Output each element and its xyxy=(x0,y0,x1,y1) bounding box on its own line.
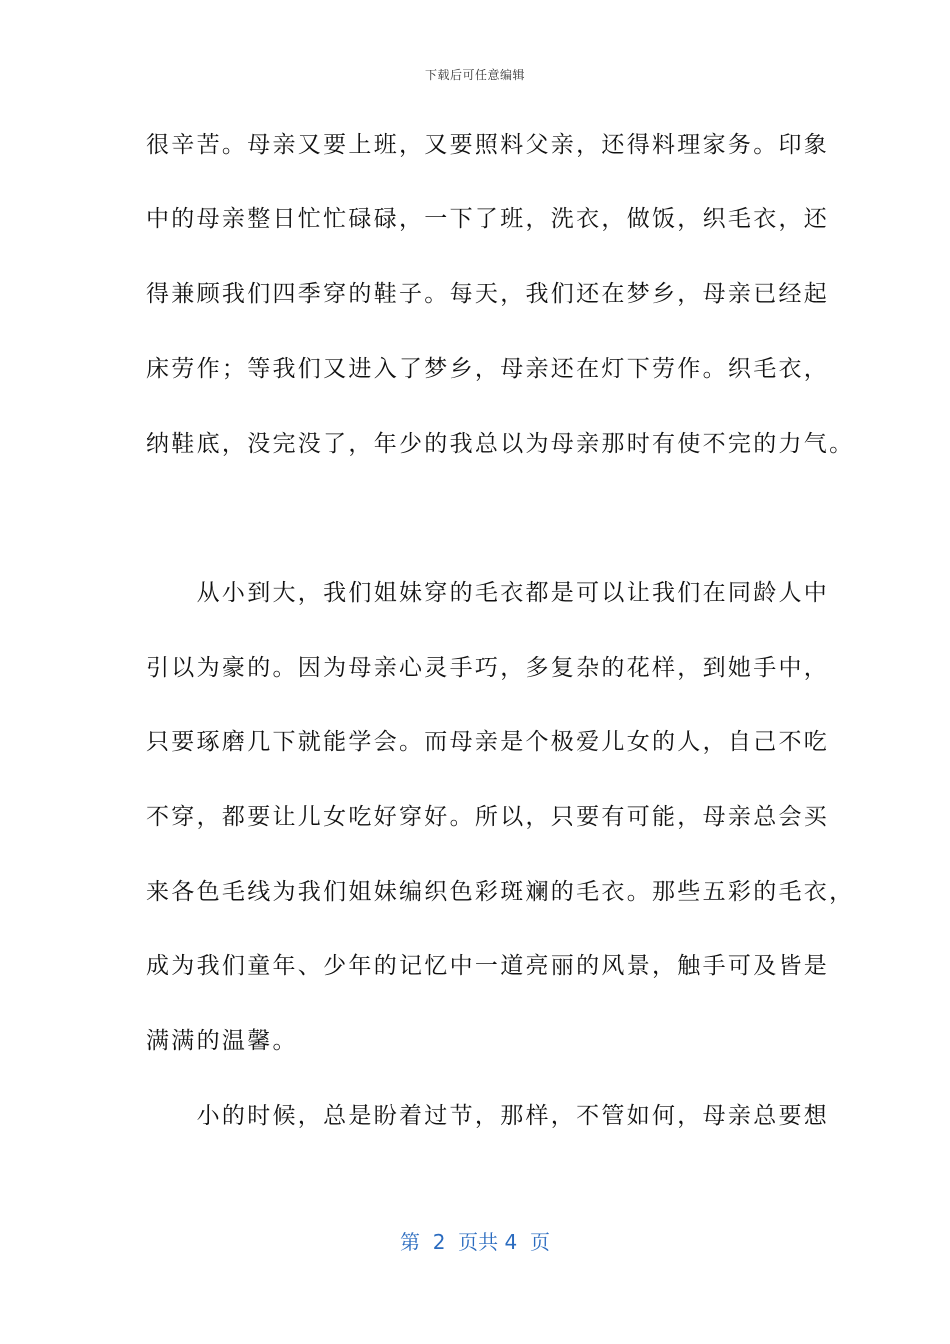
page-header: 下载后可任意编辑 xyxy=(424,68,525,82)
text-line: 得兼顾我们四季穿的鞋子。每天，我们还在梦乡，母亲已经起 xyxy=(146,281,830,307)
text-line: 满满的温馨。 xyxy=(146,1028,298,1054)
text-line: 从小到大，我们姐妹穿的毛衣都是可以让我们在同龄人中 xyxy=(146,580,830,606)
text-line: 很辛苦。母亲又要上班，又要照料父亲，还得料理家务。印象 xyxy=(146,132,830,158)
text-line: 纳鞋底，没完没了，年少的我总以为母亲那时有使不完的力气。 xyxy=(146,431,855,457)
text-line: 来各色毛线为我们姐妹编织色彩斑斓的毛衣。那些五彩的毛衣， xyxy=(146,879,855,905)
text-line: 成为我们童年、少年的记忆中一道亮丽的风景，触手可及皆是 xyxy=(146,953,830,979)
text-line: 只要琢磨几下就能学会。而母亲是个极爱儿女的人，自己不吃 xyxy=(146,729,830,755)
text-line: 中的母亲整日忙忙碌碌，一下了班，洗衣，做饭，织毛衣，还 xyxy=(146,206,830,232)
page-number-footer: 第 2 页共 4 页 xyxy=(400,1230,550,1254)
text-line: 床劳作；等我们又进入了梦乡，母亲还在灯下劳作。织毛衣， xyxy=(146,356,830,382)
text-line: 不穿，都要让儿女吃好穿好。所以，只要有可能，母亲总会买 xyxy=(146,804,830,830)
text-line: 小的时候，总是盼着过节，那样，不管如何，母亲总要想 xyxy=(146,1103,830,1129)
text-line: 引以为豪的。因为母亲心灵手巧，多复杂的花样，到她手中， xyxy=(146,655,830,681)
